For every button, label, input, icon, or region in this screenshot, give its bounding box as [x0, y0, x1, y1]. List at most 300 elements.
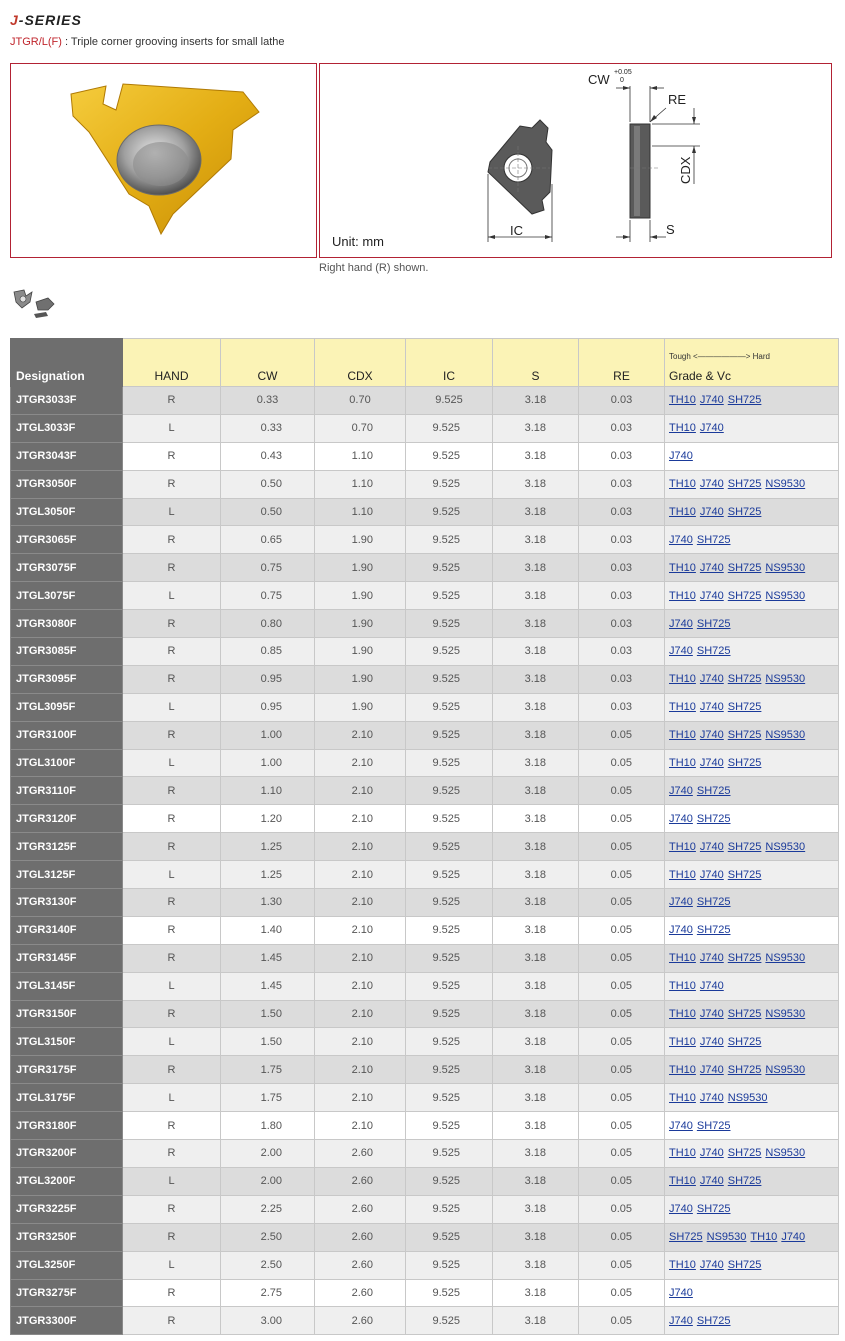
grade-link[interactable]: SH725 [727, 729, 762, 742]
cdx-cell: 2.60 [315, 1140, 406, 1168]
series-logo-first: J [10, 12, 19, 28]
grade-link[interactable]: J740 [699, 561, 724, 574]
grade-link[interactable]: J740 [669, 812, 693, 825]
ic-cell: 9.525 [406, 1084, 493, 1112]
cw-label: CW [588, 72, 610, 87]
insert-photo [10, 63, 317, 258]
hand-cell: R [123, 777, 221, 805]
grade-link[interactable]: J740 [699, 952, 724, 965]
grade-link[interactable]: J740 [699, 478, 724, 491]
hand-cell: R [123, 1223, 221, 1251]
cw-cell: 1.50 [221, 1028, 315, 1056]
re-cell: 0.05 [579, 1000, 665, 1028]
s-cell: 3.18 [493, 721, 579, 749]
cw-cell: 3.00 [221, 1307, 315, 1335]
cw-cell: 1.00 [221, 721, 315, 749]
grade-link[interactable]: J740 [669, 1314, 693, 1327]
grades-cell [665, 1167, 839, 1195]
grade-link[interactable]: J740 [781, 1231, 806, 1244]
ic-cell: 9.525 [406, 861, 493, 889]
cdx-cell: 2.10 [315, 1000, 406, 1028]
grade-link[interactable]: TH10 [669, 673, 696, 686]
grades-cell [665, 1112, 839, 1140]
table-row [11, 1167, 839, 1195]
grade-link[interactable]: J740 [699, 868, 724, 881]
grade-link[interactable]: TH10 [669, 1091, 696, 1104]
ic-cell: 9.525 [406, 833, 493, 861]
s-cell: 3.18 [493, 1140, 579, 1168]
s-cell: 3.18 [493, 582, 579, 610]
hand-cell: R [123, 1056, 221, 1084]
tough-hard-scale: Tough <——————> Hard [669, 352, 770, 361]
hand-cell: R [123, 610, 221, 638]
ic-cell: 9.525 [406, 944, 493, 972]
grades-cell [665, 582, 839, 610]
designation-cell: JTGR3095F [11, 665, 123, 693]
cw-cell: 0.75 [221, 582, 315, 610]
hand-cell: R [123, 526, 221, 554]
re-cell: 0.03 [579, 554, 665, 582]
grade-link[interactable]: TH10 [669, 868, 696, 881]
hand-cell: R [123, 1112, 221, 1140]
grade-link[interactable]: TH10 [669, 1259, 696, 1272]
grade-link[interactable]: J740 [669, 1286, 693, 1299]
col-cdx: CDX [315, 339, 406, 387]
s-cell: 3.18 [493, 1195, 579, 1223]
re-cell: 0.05 [579, 1140, 665, 1168]
cw-cell: 0.85 [221, 638, 315, 666]
ic-cell: 9.525 [406, 610, 493, 638]
ic-cell: 9.525 [406, 889, 493, 917]
cdx-cell: 2.10 [315, 749, 406, 777]
grade-link[interactable]: SH725 [727, 394, 762, 407]
grade-link[interactable]: NS9530 [765, 840, 806, 853]
grade-link[interactable]: NS9530 [765, 952, 806, 965]
specification-table [10, 338, 839, 1335]
designation-cell: JTGR3180F [11, 1112, 123, 1140]
cdx-cell: 2.10 [315, 721, 406, 749]
grade-link[interactable]: SH725 [727, 1035, 762, 1048]
diagram-caption: Right hand (R) shown. [319, 262, 429, 274]
cw-cell: 2.25 [221, 1195, 315, 1223]
table-row [11, 1223, 839, 1251]
grade-link[interactable]: SH725 [727, 673, 762, 686]
grade-link[interactable]: J740 [669, 896, 693, 909]
table-header-row [11, 339, 839, 387]
grade-link[interactable]: J740 [669, 784, 693, 797]
grade-link[interactable]: TH10 [669, 1175, 696, 1188]
grades-cell [665, 805, 839, 833]
grade-link[interactable]: J740 [699, 1091, 724, 1104]
grade-link[interactable]: NS9530 [765, 1008, 806, 1021]
cdx-cell: 1.90 [315, 693, 406, 721]
grade-link[interactable]: J740 [669, 533, 693, 546]
re-cell: 0.05 [579, 916, 665, 944]
ic-cell: 9.525 [406, 1279, 493, 1307]
hard-label: Hard [752, 352, 770, 361]
cw-cell: 1.45 [221, 944, 315, 972]
grade-link[interactable]: NS9530 [727, 1091, 768, 1104]
table-body [11, 387, 839, 1335]
grade-link[interactable]: SH725 [696, 1119, 731, 1132]
grades-cell [665, 1028, 839, 1056]
re-cell: 0.05 [579, 944, 665, 972]
designation-cell: JTGL3200F [11, 1167, 123, 1195]
designation-cell: JTGR3100F [11, 721, 123, 749]
designation-cell: JTGR3085F [11, 638, 123, 666]
grade-link[interactable]: SH725 [696, 1203, 731, 1216]
grade-link[interactable]: SH725 [727, 868, 762, 881]
grades-cell [665, 889, 839, 917]
product-code: JTGR/L(F) [10, 36, 62, 48]
grade-link[interactable]: TH10 [669, 1147, 696, 1160]
hand-cell: R [123, 1000, 221, 1028]
s-cell: 3.18 [493, 693, 579, 721]
designation-cell: JTGR3175F [11, 1056, 123, 1084]
re-cell: 0.03 [579, 693, 665, 721]
grades-cell [665, 554, 839, 582]
cdx-cell: 0.70 [315, 387, 406, 415]
grade-link[interactable]: J740 [669, 1119, 693, 1132]
re-cell: 0.03 [579, 470, 665, 498]
grades-cell [665, 833, 839, 861]
designation-cell: JTGR3200F [11, 1140, 123, 1168]
grade-link[interactable]: SH725 [669, 1231, 703, 1244]
grade-link[interactable]: TH10 [669, 394, 696, 407]
grade-link[interactable]: SH725 [696, 924, 731, 937]
s-label: S [666, 222, 675, 237]
grade-link[interactable]: J740 [699, 1063, 724, 1076]
table-row [11, 916, 839, 944]
grade-link[interactable]: SH725 [727, 589, 762, 602]
grade-link[interactable]: TH10 [669, 1008, 696, 1021]
grade-link[interactable]: SH725 [727, 840, 762, 853]
s-cell: 3.18 [493, 1056, 579, 1084]
cdx-cell: 2.10 [315, 889, 406, 917]
cdx-cell: 2.10 [315, 1028, 406, 1056]
hand-cell: R [123, 889, 221, 917]
grade-link[interactable]: TH10 [669, 980, 696, 993]
cw-cell: 0.33 [221, 387, 315, 415]
ic-cell: 9.525 [406, 387, 493, 415]
table-row [11, 1140, 839, 1168]
re-cell: 0.03 [579, 610, 665, 638]
grade-link[interactable]: SH725 [696, 812, 731, 825]
hand-cell: R [123, 554, 221, 582]
grades-cell [665, 498, 839, 526]
cw-cell: 2.50 [221, 1251, 315, 1279]
grade-link[interactable]: J740 [699, 394, 724, 407]
hand-cell: R [123, 805, 221, 833]
grade-link[interactable]: J740 [699, 589, 724, 602]
grade-link[interactable]: J740 [699, 1259, 724, 1272]
re-cell: 0.05 [579, 1167, 665, 1195]
table-row [11, 1195, 839, 1223]
grade-link[interactable]: SH725 [727, 757, 762, 770]
cdx-cell: 1.90 [315, 554, 406, 582]
ic-cell: 9.525 [406, 498, 493, 526]
grade-link[interactable]: J740 [669, 450, 693, 463]
grade-link[interactable]: TH10 [750, 1231, 778, 1244]
cw-cell: 0.50 [221, 498, 315, 526]
grade-link[interactable]: SH725 [696, 896, 731, 909]
grade-link[interactable]: J740 [669, 924, 693, 937]
grade-link[interactable]: J740 [699, 1147, 724, 1160]
grade-link[interactable]: J740 [699, 506, 724, 518]
grooving-application-icon [12, 288, 56, 318]
grade-link[interactable]: SH725 [727, 1175, 762, 1188]
grades-cell [665, 721, 839, 749]
grade-link[interactable]: NS9530 [765, 478, 806, 491]
grade-link[interactable]: NS9530 [706, 1231, 747, 1244]
col-ic: IC [406, 339, 493, 387]
cdx-cell: 1.90 [315, 638, 406, 666]
table-row [11, 833, 839, 861]
grade-link[interactable]: TH10 [669, 422, 696, 435]
ic-cell: 9.525 [406, 1000, 493, 1028]
cdx-cell: 1.10 [315, 442, 406, 470]
grades-cell [665, 414, 839, 442]
designation-cell: JTGL3075F [11, 582, 123, 610]
cw-cell: 0.95 [221, 693, 315, 721]
grade-link[interactable]: J740 [699, 1008, 724, 1021]
re-cell: 0.03 [579, 498, 665, 526]
grade-link[interactable]: SH725 [696, 1314, 731, 1327]
cw-cell: 1.75 [221, 1056, 315, 1084]
grade-link[interactable]: NS9530 [765, 1147, 806, 1160]
ic-cell: 9.525 [406, 693, 493, 721]
hand-cell: L [123, 1084, 221, 1112]
grades-cell [665, 1000, 839, 1028]
table-row [11, 1084, 839, 1112]
table-row [11, 554, 839, 582]
ic-cell: 9.525 [406, 1223, 493, 1251]
table-row [11, 1307, 839, 1335]
cdx-cell: 2.10 [315, 861, 406, 889]
cw-cell: 0.95 [221, 665, 315, 693]
grade-link[interactable]: SH725 [727, 561, 762, 574]
grade-link[interactable]: TH10 [669, 701, 696, 714]
col-hand: HAND [123, 339, 221, 387]
grade-link[interactable]: SH725 [727, 1259, 762, 1272]
grade-link[interactable]: J740 [699, 1035, 724, 1048]
s-cell: 3.18 [493, 1028, 579, 1056]
cdx-cell: 2.10 [315, 833, 406, 861]
designation-cell: JTGL3150F [11, 1028, 123, 1056]
front-view-insert [488, 120, 552, 214]
table-row [11, 526, 839, 554]
ic-cell: 9.525 [406, 554, 493, 582]
grade-link[interactable]: J740 [669, 1203, 693, 1216]
grades-cell [665, 1279, 839, 1307]
cw-cell: 2.75 [221, 1279, 315, 1307]
table-row [11, 1056, 839, 1084]
grade-link[interactable]: TH10 [669, 1035, 696, 1048]
col-re: RE [579, 339, 665, 387]
re-cell: 0.05 [579, 1223, 665, 1251]
grades-cell [665, 693, 839, 721]
cdx-cell: 2.10 [315, 944, 406, 972]
table-row [11, 1028, 839, 1056]
cw-cell: 0.75 [221, 554, 315, 582]
grade-link[interactable]: J740 [699, 701, 724, 714]
re-cell: 0.05 [579, 972, 665, 1000]
grade-link[interactable]: SH725 [727, 506, 762, 518]
grade-link[interactable]: J740 [699, 757, 724, 770]
designation-cell: JTGR3145F [11, 944, 123, 972]
grade-link[interactable]: SH725 [727, 952, 762, 965]
s-cell: 3.18 [493, 1251, 579, 1279]
cdx-cell: 2.60 [315, 1279, 406, 1307]
grade-link[interactable]: TH10 [669, 840, 696, 853]
designation-cell: JTGR3075F [11, 554, 123, 582]
grade-link[interactable]: TH10 [669, 478, 696, 491]
ic-cell: 9.525 [406, 665, 493, 693]
designation-cell: JTGR3120F [11, 805, 123, 833]
s-cell: 3.18 [493, 805, 579, 833]
grade-link[interactable]: SH725 [727, 1008, 762, 1021]
hand-cell: L [123, 1028, 221, 1056]
grade-link[interactable]: TH10 [669, 589, 696, 602]
col-cw: CW [221, 339, 315, 387]
grade-link[interactable]: NS9530 [765, 561, 806, 574]
col-designation: Designation [11, 339, 123, 387]
s-cell: 3.18 [493, 665, 579, 693]
designation-cell: JTGL3100F [11, 749, 123, 777]
table-row [11, 861, 839, 889]
table-row [11, 777, 839, 805]
cdx-cell: 2.10 [315, 916, 406, 944]
hand-cell: R [123, 1140, 221, 1168]
table-row [11, 470, 839, 498]
s-cell: 3.18 [493, 833, 579, 861]
grades-cell [665, 1140, 839, 1168]
grade-link[interactable]: TH10 [669, 729, 696, 742]
designation-cell: JTGR3110F [11, 777, 123, 805]
grade-link[interactable]: J740 [699, 673, 724, 686]
ic-cell: 9.525 [406, 749, 493, 777]
cdx-cell: 1.90 [315, 582, 406, 610]
grade-link[interactable]: TH10 [669, 561, 696, 574]
s-cell: 3.18 [493, 1307, 579, 1335]
ic-cell: 9.525 [406, 805, 493, 833]
grade-link[interactable]: NS9530 [765, 1063, 806, 1076]
cw-cell: 1.20 [221, 805, 315, 833]
designation-cell: JTGR3140F [11, 916, 123, 944]
grade-link[interactable]: J740 [699, 840, 724, 853]
grade-link[interactable]: J740 [699, 1175, 724, 1188]
grades-cell [665, 610, 839, 638]
grade-link[interactable]: SH725 [727, 701, 762, 714]
cw-cell: 2.00 [221, 1140, 315, 1168]
grades-cell [665, 972, 839, 1000]
grades-cell [665, 387, 839, 415]
dimension-diagram [320, 64, 831, 257]
grades-cell [665, 944, 839, 972]
series-logo [10, 10, 110, 28]
grades-cell [665, 1084, 839, 1112]
grades-cell [665, 777, 839, 805]
designation-cell: JTGR3050F [11, 470, 123, 498]
designation-cell: JTGR3275F [11, 1279, 123, 1307]
table-row [11, 1000, 839, 1028]
cw-cell: 1.30 [221, 889, 315, 917]
cw-tolerance-upper: +0.05 [614, 69, 632, 76]
s-cell: 3.18 [493, 749, 579, 777]
side-view-insert [630, 124, 660, 218]
hand-cell: R [123, 833, 221, 861]
grade-link[interactable]: TH10 [669, 952, 696, 965]
grade-link[interactable]: TH10 [669, 1063, 696, 1076]
grade-link[interactable]: J740 [669, 645, 693, 658]
grade-link[interactable]: NS9530 [765, 673, 806, 686]
grade-link[interactable]: J740 [699, 980, 724, 993]
grade-link[interactable]: J740 [699, 422, 724, 435]
grades-cell [665, 526, 839, 554]
re-cell: 0.03 [579, 526, 665, 554]
grade-link[interactable]: TH10 [669, 506, 696, 518]
grade-link[interactable]: SH725 [727, 1063, 762, 1076]
grade-link[interactable]: SH725 [696, 645, 731, 658]
hand-cell: L [123, 861, 221, 889]
grades-cell [665, 442, 839, 470]
cw-tolerance-lower: 0 [620, 77, 624, 84]
table-row [11, 1112, 839, 1140]
grade-link[interactable]: SH725 [696, 617, 731, 630]
ic-cell: 9.525 [406, 1251, 493, 1279]
s-cell: 3.18 [493, 610, 579, 638]
grade-link[interactable]: SH725 [696, 533, 731, 546]
cw-cell: 1.80 [221, 1112, 315, 1140]
grades-cell [665, 1307, 839, 1335]
re-cell: 0.05 [579, 889, 665, 917]
designation-cell: JTGR3130F [11, 889, 123, 917]
s-cell: 3.18 [493, 387, 579, 415]
re-cell: 0.05 [579, 1028, 665, 1056]
insert-illustration [11, 64, 316, 257]
grade-link[interactable]: NS9530 [765, 589, 806, 602]
cdx-cell: 1.90 [315, 526, 406, 554]
grade-link[interactable]: SH725 [727, 1147, 762, 1160]
cdx-cell: 2.10 [315, 1056, 406, 1084]
cdx-cell: 1.90 [315, 665, 406, 693]
hand-cell: L [123, 693, 221, 721]
cdx-cell: 2.60 [315, 1167, 406, 1195]
grade-link[interactable]: SH725 [696, 784, 731, 797]
designation-cell: JTGL3250F [11, 1251, 123, 1279]
table-row [11, 442, 839, 470]
s-cell: 3.18 [493, 470, 579, 498]
cw-cell: 2.00 [221, 1167, 315, 1195]
hand-cell: L [123, 582, 221, 610]
designation-cell: JTGR3150F [11, 1000, 123, 1028]
re-cell: 0.05 [579, 833, 665, 861]
grade-link[interactable]: SH725 [727, 478, 762, 491]
cw-cell: 0.50 [221, 470, 315, 498]
ic-cell: 9.525 [406, 1028, 493, 1056]
grade-link[interactable]: J740 [669, 617, 693, 630]
grade-link[interactable]: J740 [699, 729, 724, 742]
re-cell: 0.03 [579, 582, 665, 610]
table-row [11, 693, 839, 721]
grades-cell [665, 638, 839, 666]
designation-cell: JTGR3225F [11, 1195, 123, 1223]
table-row [11, 638, 839, 666]
cdx-cell: 2.60 [315, 1251, 406, 1279]
table-row [11, 805, 839, 833]
grade-link[interactable]: TH10 [669, 757, 696, 770]
grade-link[interactable]: NS9530 [765, 729, 806, 742]
